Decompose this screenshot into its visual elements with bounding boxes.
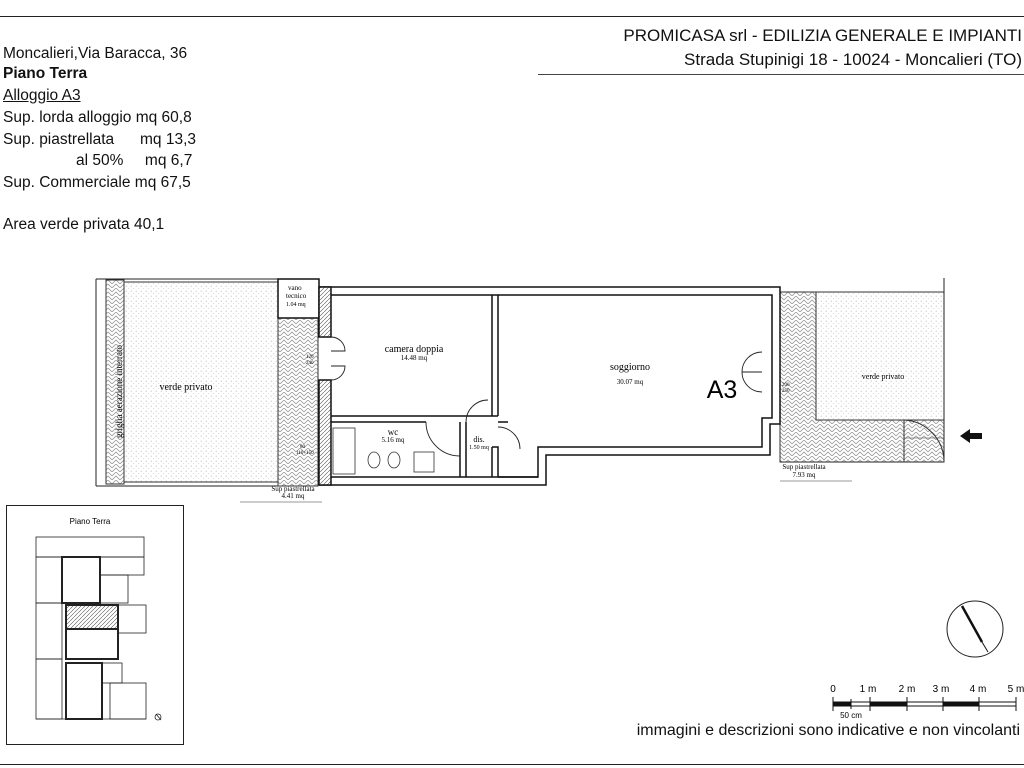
sup-lorda-text: Sup. lorda alloggio mq 60,8 [3,109,192,126]
key-plan-title: Piano Terra [69,517,111,526]
vano-tecnico-label-1: vano [288,284,302,292]
sup-commerciale-text: Sup. Commerciale mq 67,5 [3,174,191,191]
vano-tecnico-label-2: tecnico [286,292,307,300]
garden-right [780,278,944,462]
apartment-walls [278,279,780,485]
scale-tick-3: 3 m [932,684,950,695]
area-verde-text: Area verde privata 40,1 [3,216,165,233]
north-arrow-icon [944,598,1006,660]
soggiorno-name: soggiorno [610,362,650,373]
dim-note-2: 240 [306,361,314,366]
wc-name: wc [387,427,399,437]
key-plan [6,505,184,745]
piast-left-label-1: Sup piastrellata [271,485,315,493]
unit-label: A3 [706,376,738,404]
scale-tick-5: 5 m [1007,684,1024,695]
entrance-arrow-icon [960,429,982,443]
address-text: Moncalieri,Via Baracca, 36 [3,45,188,62]
sup-piastrellata-text: Sup. piastrellata mq 13,3 [3,131,196,148]
scale-tick-4: 4 m [969,684,987,695]
piast-right-label-2: 7.93 mq [792,471,816,479]
dis-name: dis. [473,435,485,444]
verde-right-label: verde privato [861,372,905,381]
scale-tick-0: 0 [830,684,836,695]
wc-fixtures [333,428,434,474]
piast-right-label-1: Sup piastrellata [782,463,826,471]
camera-area: 14.48 mq [400,354,428,362]
dim-note-5: 200 [782,383,790,388]
soggiorno-area: 30.07 mq [616,378,644,386]
vano-tecnico-area: 1.04 mq [286,302,306,308]
wc-area: 5.16 mq [381,436,405,444]
scale-tick-1: 1 m [859,684,877,695]
dim-note-6: 250 [782,389,790,394]
scale-sub-label: 50 cm [840,711,862,720]
unit-title: Alloggio A3 [3,87,81,104]
dim-note-3: 80 [300,445,305,450]
dim-note-4: 110+150 [296,451,314,456]
tiled-strip-left [278,318,318,486]
scale-tick-2: 2 m [898,684,916,695]
verde-left-label: verde privato [159,382,213,393]
al-50-text: al 50% mq 6,7 [76,152,193,169]
piast-left-label-2: 4.41 mq [281,492,305,500]
company-name: PROMICASA srl - EDILIZIA GENERALE E IMPIANTI [623,26,1022,45]
camera-name: camera doppia [384,344,444,355]
dim-note-1: 120 [306,355,314,360]
disclaimer-text: immagini e descrizioni sono indicative e non vincolanti [636,722,1020,739]
dis-area: 1.50 mq [469,445,489,451]
scale-bar [820,680,1024,722]
floor-title: Piano Terra [3,65,88,82]
company-address: Strada Stupinigi 18 - 10024 - Moncalieri (TO) [684,50,1022,69]
griglia-label: griglia aerazione interrato [114,345,124,438]
